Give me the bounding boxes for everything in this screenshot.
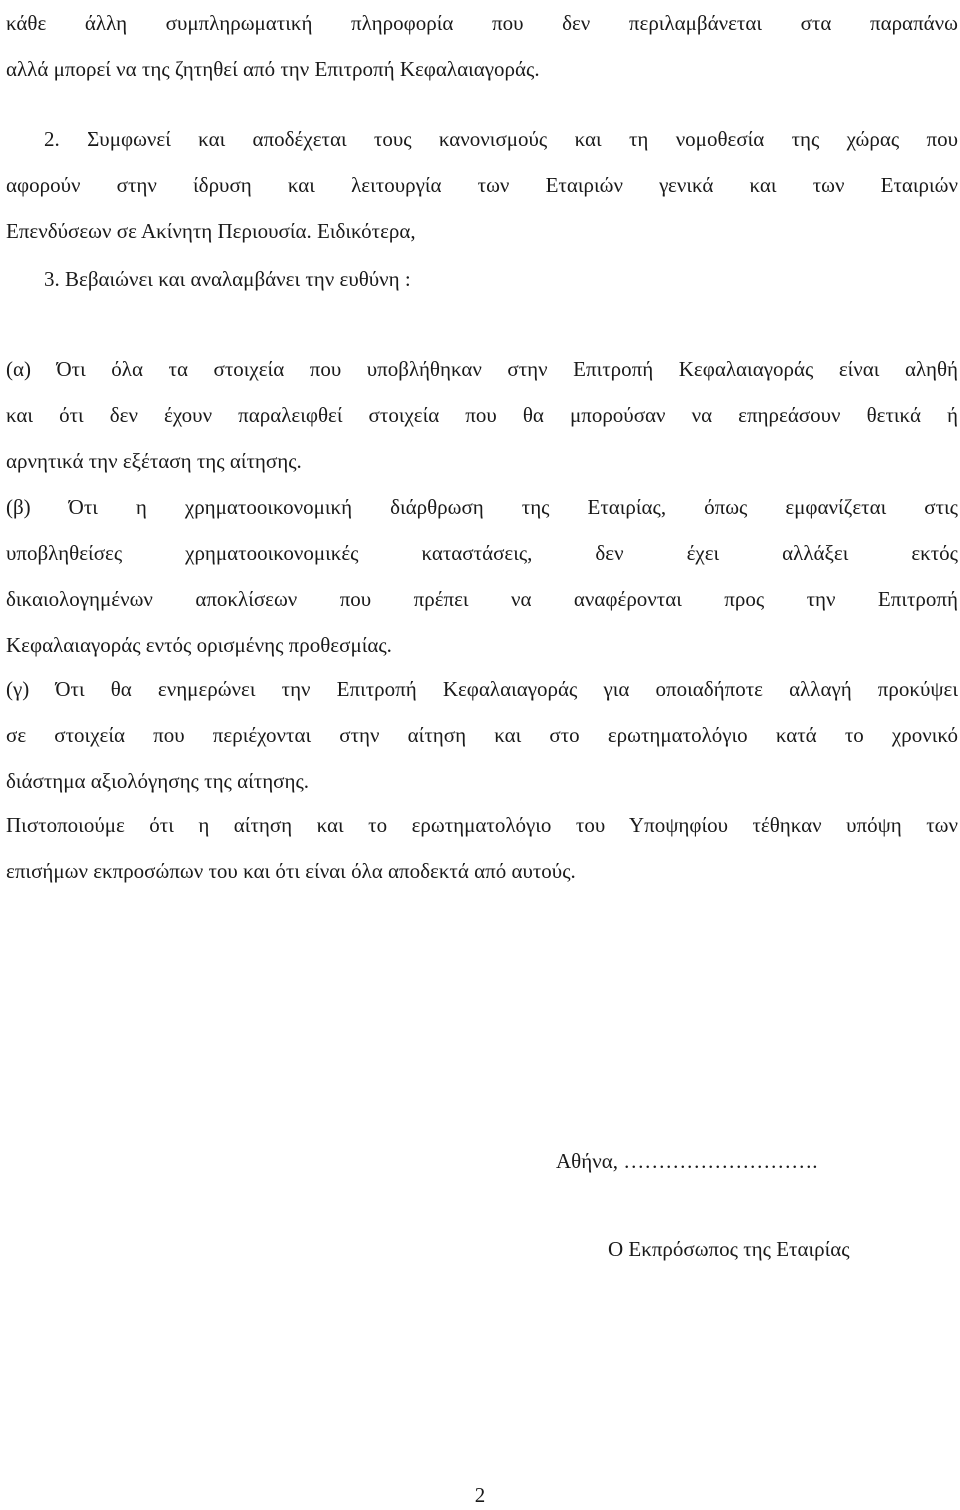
text-line: 3. Βεβαιώνει και αναλαμβάνει την ευθύνη : (44, 267, 411, 291)
text-line: Κεφαλαιαγοράς εντός ορισμένης προθεσμίας. (6, 633, 392, 657)
text-line: διάστημα αξιολόγησης της αίτησης. (6, 769, 310, 793)
text-line: 2. Συμφωνεί και αποδέχεται τους κανονισμούς και τη νομοθεσία της χώρας που (44, 127, 958, 151)
text-line: αλλά μπορεί να της ζητηθεί από την Επιτροπή Κεφαλαιαγοράς. (6, 57, 540, 81)
item-2-continuation (6, 162, 958, 254)
text-line: σε στοιχεία που περιέχονται στην αίτηση και στο ερωτηματολόγιο κατά το χρονικό (6, 723, 958, 747)
text-line: αφορούν στην ίδρυση και λειτουργία των Εταιριών γενικά και των Εταιριών (6, 173, 958, 197)
item-a-paragraph (6, 346, 958, 484)
item-2-paragraph (44, 116, 958, 162)
item-c-paragraph (6, 666, 958, 804)
item-3-paragraph (44, 256, 958, 302)
text-line: δικαιολογημένων αποκλίσεων που πρέπει να αναφέρονται προς την Επιτροπή (6, 587, 958, 611)
text-line: και ότι δεν έχουν παραλειφθεί στοιχεία που θα μπορούσαν να επηρεάσουν θετικά ή (6, 403, 958, 427)
certification-paragraph (6, 802, 958, 894)
page-number: 2 (474, 1483, 486, 1507)
intro-paragraph (6, 0, 958, 92)
signature-place-date: Αθήνα, ………………………. (556, 1149, 818, 1173)
text-line: υποβληθείσες χρηματοοικονομικές καταστάσεις, δεν έχει αλλάξει εκτός (6, 541, 958, 565)
text-line: κάθε άλλη συμπληρωματική πληροφορία που δεν περιλαμβάνεται στα παραπάνω (6, 11, 958, 35)
text-line: Επενδύσεων σε Ακίνητη Περιουσία. Ειδικότερα, (6, 219, 416, 243)
text-line: επισήμων εκπροσώπων του και ότι είναι όλα αποδεκτά από αυτούς. (6, 859, 576, 883)
text-line: (γ) Ότι θα ενημερώνει την Επιτροπή Κεφαλαιαγοράς για οποιαδήποτε αλλαγή προκύψει (6, 677, 958, 701)
text-line: αρνητικά την εξέταση της αίτησης. (6, 449, 302, 473)
text-line: Πιστοποιούμε ότι η αίτηση και το ερωτηματολόγιο του Υποψηφίου τέθηκαν υπόψη των (6, 813, 958, 837)
item-b-paragraph (6, 484, 958, 668)
signature-role: Ο Εκπρόσωπος της Εταιρίας (608, 1237, 850, 1261)
text-line: (α) Ότι όλα τα στοιχεία που υποβλήθηκαν στην Επιτροπή Κεφαλαιαγοράς είναι αληθή (6, 357, 958, 381)
text-line: (β) Ότι η χρηματοοικονομική διάρθρωση της Εταιρίας, όπως εμφανίζεται στις (6, 495, 958, 519)
